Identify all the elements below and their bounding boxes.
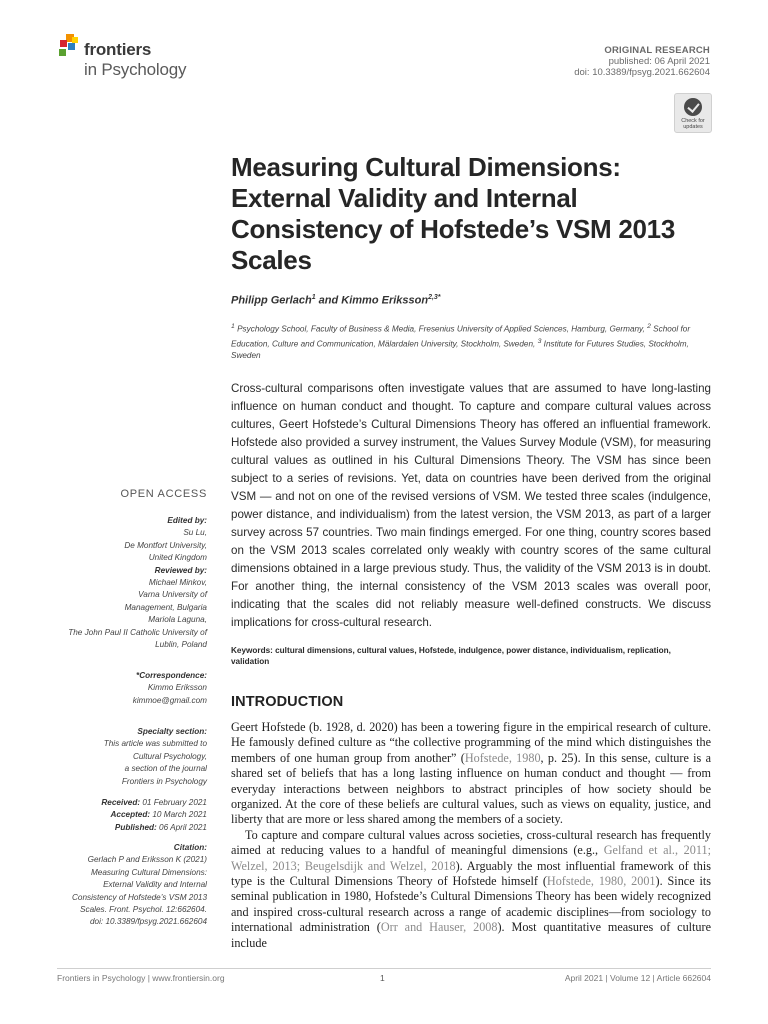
citation-link[interactable]: Gelfand et al., 2011; Welzel, 2013; Beugelsdijk and Welzel, 2018: [231, 843, 711, 873]
affiliation-text: School for Education, Culture and Communication, Mälardalen University, Stockholm, Sweden,: [231, 324, 691, 349]
citation-link[interactable]: Orr and Hauser, 2008: [380, 920, 498, 935]
article-title: Measuring Cultural Dimensions: External Validity and Internal Consistency of Hofstede’s VSM 2013 Scales: [231, 152, 675, 275]
correspondence-info: [40, 670, 207, 707]
dates-info: [40, 797, 207, 834]
reviewer-name: Michael Minkov,: [148, 578, 207, 588]
specialty-text: a section of the journal: [124, 764, 207, 774]
page-number: 1: [380, 973, 385, 983]
reviewer-affiliation: Lublin, Poland: [155, 640, 207, 650]
affiliation-marker: 1: [311, 294, 316, 301]
author-list: [231, 294, 441, 307]
citation-heading: Citation:: [173, 843, 207, 852]
introduction-body: [231, 720, 711, 951]
citation-link[interactable]: Hofstede, 1980, 2001: [546, 874, 656, 889]
journal-name-line2: in Psychology: [84, 60, 187, 79]
citation-text: Measuring Cultural Dimensions:: [90, 867, 207, 877]
citation-text: Scales. Front. Psychol. 12:662604.: [80, 905, 207, 915]
affiliation-text: Psychology School, Faculty of Business & Media, Fresenius University of Applied Sciences, Hamburg, Germany,: [234, 324, 648, 334]
citation-info: [40, 842, 207, 929]
correspondence-name: Kimmo Eriksson: [147, 683, 207, 693]
frontiers-logo-icon: [57, 34, 83, 60]
journal-name-line1: frontiers: [84, 40, 152, 59]
article-meta: [574, 45, 710, 78]
affiliation-text: Institute for Futures Studies, Stockholm, Sweden: [231, 339, 689, 361]
reviewed-by-heading: Reviewed by:: [154, 565, 207, 575]
specialty-section: [40, 726, 207, 788]
article-type: ORIGINAL RESEARCH: [604, 45, 710, 56]
footer-divider: [57, 968, 711, 969]
citation-text: Gerlach P and Eriksson K (2021): [87, 855, 207, 865]
check-updates-label: Check for updates: [681, 118, 705, 130]
affiliations: [231, 321, 711, 362]
correspondence-heading: *Correspondence:: [136, 671, 207, 680]
specialty-heading: Specialty section:: [137, 727, 207, 736]
paragraph: To capture and compare cultural values across societies, cross-cultural research has frequently aimed at reducing values to a handful of meaningful dimensions (e.g., Gelfand et al., 2011; Welzel, 2013; Beugelsdijk and Welzel, 2018). Arguably the most influential framework of this type is the Cultural Dimensions Theory of Hofstede himself (Hofstede, 1980, 2001). Since its seminal publication in 1980, Hofstede’s Cultural Dimensions Theory has been widely recognized and inspired cross-cultural research across a range of academic disciplines—from sociology to international administration (Orr and Hauser, 2008). Most quantitative measures of culture include: [231, 827, 712, 950]
journal-logo: [57, 34, 217, 84]
author-name[interactable]: Philipp Gerlach: [231, 294, 312, 307]
received-date: Received: 01 February 2021: [101, 798, 207, 807]
editor-affiliation: United Kingdom: [148, 553, 207, 563]
reviewer-name: Mariola Laguna,: [148, 615, 207, 625]
correspondence-email[interactable]: kimmoe@gmail.com: [132, 695, 207, 705]
abstract: Cross-cultural comparisons often investigate values that are assumed to have long-lasting influence on human conduct and thought. To capture and compare cultural values across cultures, Geert Hofstede’s Cultural Dimensions Theory has offered an influential framework. Hofstede also provided a survey instrument, the Values Survey Module (VSM), for measuring cultural values as outlined in his Cultural Dimensions Theory. The VSM has since been subject to a series of revisions. Yet, data on countries have been derived from the original VSM — and not on one of the revised versions of VSM. We tested three scales (indulgence, power distance, and individualism) from the latest version, the VSM 2013, as part of a larger survey across 57 countries. Two main findings emerged. For one thing, country scores based on the VSM 2013 scales correlated only weakly with country scores of the same cultural dimensions obtained in a large previous study. Thus, the validity of the VSM 2013 is in doubt. For another thing, the internal consistency of the VSM 2013 scales was overall poor, indicating that the scales did not reliably measure well-defined constructs. We discuss implications for cross-cultural research.: [231, 382, 711, 629]
paragraph: Geert Hofstede (b. 1928, d. 2020) has been a towering figure in the empirical research of culture. He famously defined culture as “the collective programming of the mind which distinguishes the members of one human group from another” (Hofstede, 1980, p. 25). In this sense, culture is a shared set of beliefs that has a long lasting influence on human conduct and thought — from everyday interactions between neighbors to abstract principles of how society should be organized. At the core of these beliefs are cultural values, such as views on equality, justice, and liberty that are more or less shared among the members of a society.: [231, 720, 711, 827]
citation-doi[interactable]: doi: 10.3389/fpsyg.2021.662604: [90, 917, 207, 927]
editor-affiliation: De Montfort University,: [124, 540, 207, 550]
reviewer-affiliation: Management, Bulgaria: [124, 602, 207, 612]
affiliation-marker: 2,3*: [428, 294, 441, 301]
editor-name: Su Lu,: [183, 528, 207, 538]
published-date-sidebar: Published: 06 April 2021: [114, 822, 207, 832]
reviewer-affiliation: Varna University of: [138, 590, 207, 600]
citation-link[interactable]: Hofstede, 1980: [464, 750, 541, 765]
section-heading-introduction: INTRODUCTION: [231, 694, 344, 710]
keywords: Keywords: cultural dimensions, cultural values, Hofstede, indulgence, power distance, individualism, replication, validation: [231, 646, 671, 666]
affiliation-marker: 1: [231, 323, 235, 330]
check-for-updates-badge[interactable]: [674, 93, 712, 133]
affiliation-marker: 2: [647, 323, 651, 330]
article-doi[interactable]: doi: 10.3389/fpsyg.2021.662604: [574, 67, 710, 78]
specialty-text: Frontiers in Psychology: [121, 776, 207, 786]
citation-text: External Validity and Internal: [103, 880, 207, 890]
accepted-date: Accepted: 10 March 2021: [110, 810, 207, 820]
citation-text: Consistency of Hofstede’s VSM 2013: [71, 892, 207, 902]
footer-journal[interactable]: Frontiers in Psychology | www.frontiersin.org: [57, 973, 225, 983]
check-icon: [684, 98, 702, 116]
affiliation-marker: 3: [537, 337, 542, 345]
published-date: published: 06 April 2021: [608, 56, 710, 67]
specialty-text: This article was submitted to: [103, 739, 207, 749]
specialty-text: Cultural Psychology,: [132, 751, 207, 761]
editor-info: [40, 515, 207, 651]
author-separator: and: [315, 294, 342, 307]
open-access-label: OPEN ACCESS: [120, 488, 207, 500]
author-name[interactable]: Kimmo Eriksson: [341, 294, 429, 307]
edited-by-heading: Edited by:: [167, 516, 207, 525]
reviewer-affiliation: The John Paul II Catholic University of: [68, 627, 207, 637]
footer-issue: April 2021 | Volume 12 | Article 662604: [564, 973, 711, 983]
